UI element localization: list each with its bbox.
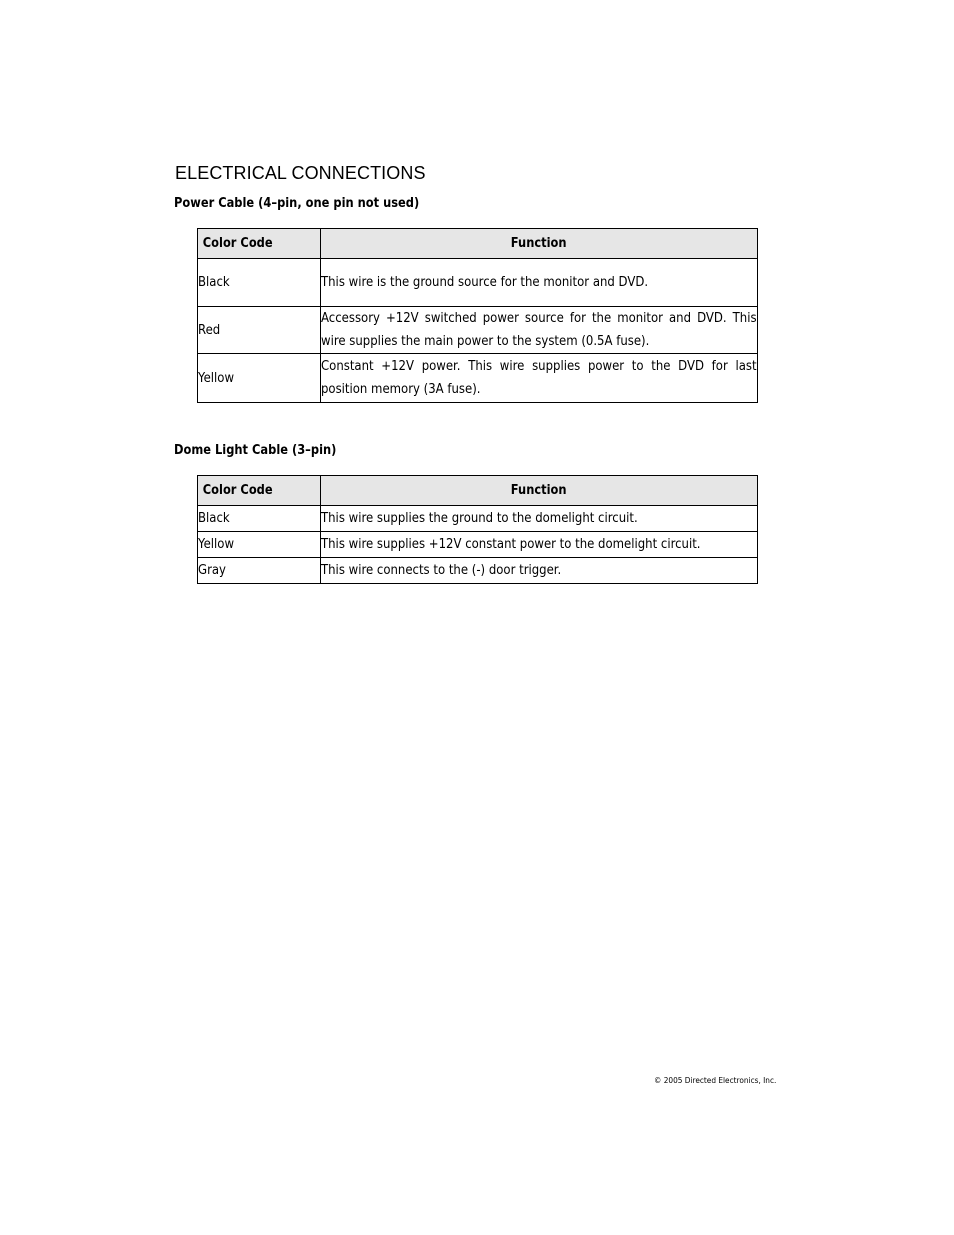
table-row	[198, 354, 758, 403]
table-row	[198, 506, 758, 532]
wire-function: This wire is the ground source for the monitor and DVD.	[321, 259, 758, 307]
wire-color: Gray	[198, 558, 321, 584]
wire-function: This wire connects to the (-) door trigger.	[321, 558, 758, 584]
color-code-header: Color Code	[198, 229, 321, 259]
wire-function: Constant +12V power. This wire supplies power to the DVD for last position memory (3A fuse).	[321, 354, 758, 403]
wire-color: Black	[198, 506, 321, 532]
wire-function: This wire supplies +12V constant power to the domelight circuit.	[321, 532, 758, 558]
power-cable-table	[197, 228, 758, 403]
page-title: ELECTRICAL CONNECTIONS	[175, 163, 426, 183]
color-code-header: Color Code	[198, 476, 321, 506]
dome-light-cable-title: Dome Light Cable (3–pin)	[174, 443, 337, 458]
table-row	[198, 307, 758, 354]
wire-function: This wire supplies the ground to the domelight circuit.	[321, 506, 758, 532]
power-cable-title: Power Cable (4–pin, one pin not used)	[174, 196, 420, 211]
wire-color: Black	[198, 259, 321, 307]
table-row	[198, 558, 758, 584]
table-header-row	[198, 229, 758, 259]
function-header: Function	[321, 229, 758, 259]
dome-light-cable-table	[197, 475, 758, 584]
table-row	[198, 259, 758, 307]
wire-color: Yellow	[198, 532, 321, 558]
wire-color: Yellow	[198, 354, 321, 403]
copyright-footer: © 2005 Directed Electronics, Inc.	[654, 1076, 777, 1085]
wire-function: Accessory +12V switched power source for the monitor and DVD. This wire supplies the main power to the system (0.5A fuse).	[321, 307, 758, 354]
function-header: Function	[321, 476, 758, 506]
wire-color: Red	[198, 307, 321, 354]
table-header-row	[198, 476, 758, 506]
table-row	[198, 532, 758, 558]
